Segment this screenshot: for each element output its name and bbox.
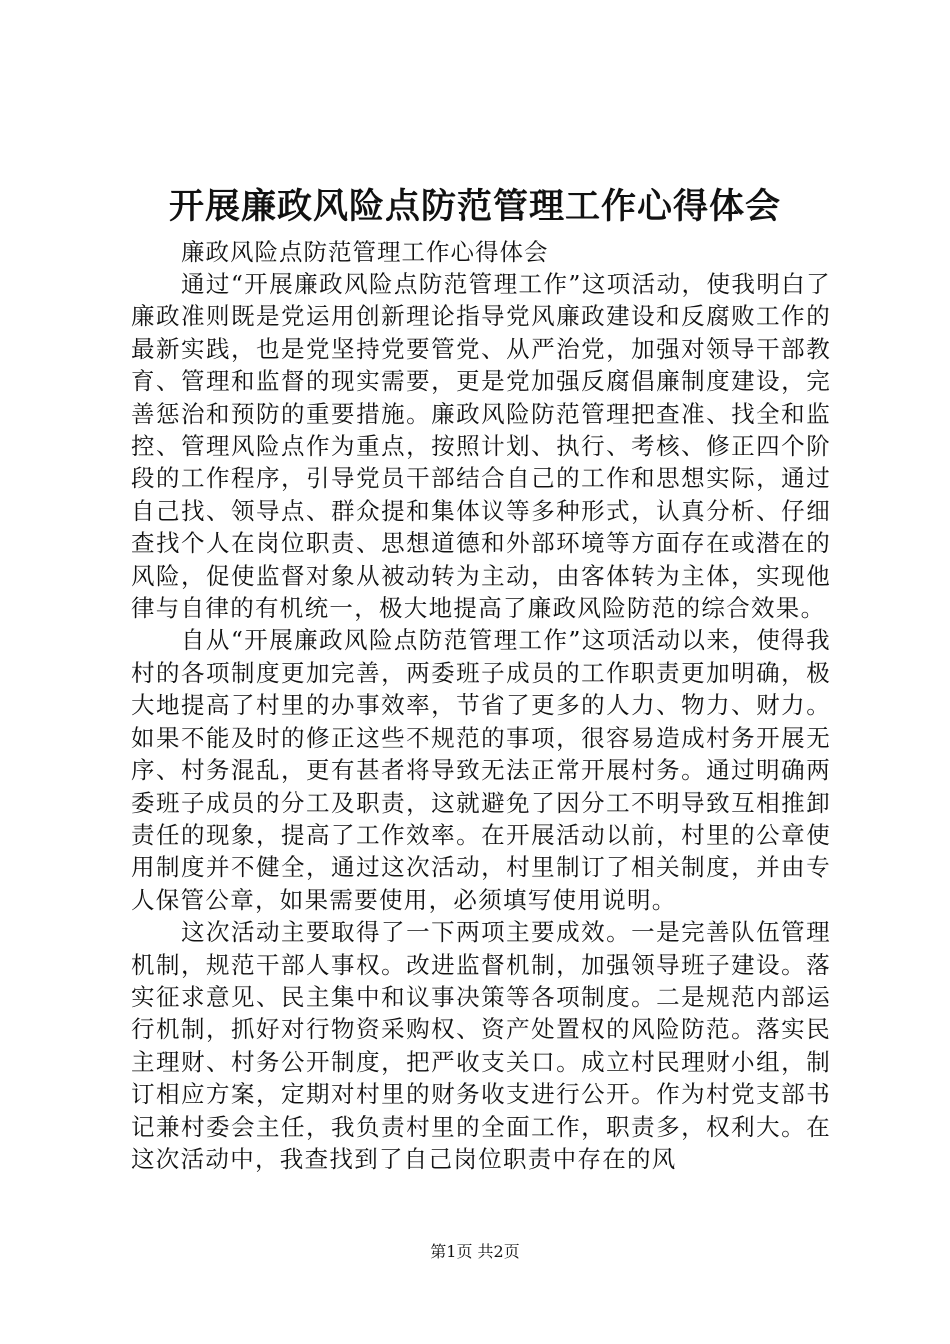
page-number-footer: 第1页 共2页 — [430, 1242, 520, 1261]
paragraph-2: 自从“开展廉政风险点防范管理工作”这项活动以来，使得我村的各项制度更加完善，两委班子成员的工作职责更加明确，极大地提高了村里的办事效率，节省了更多的人力、物力、财力。如果不能及时的修正这些不规范的事项，很容易造成村务开展无序、村务混乱，更有甚者将导致无法正常开展村务。通过明确两委班子成员的分工及职责，这就避免了因分工不明导致互相推卸责任的现象，提高了工作效率。在开展活动以前，村里的公章使用制度并不健全，通过这次活动，村里制订了相关制度，并由专人保管公章，如果需要使用，必须填写使用说明。 — [131, 626, 831, 914]
paragraph-1: 通过“开展廉政风险点防范管理工作”这项活动，使我明白了廉政准则既是党运用创新理论指导党风廉政建设和反腐败工作的最新实践，也是党坚持党要管党、从严治党，加强对领导干部教育、管理和监督的现实需要，更是党加强反腐倡廉制度建设，完善惩治和预防的重要措施。廉政风险防范管理把查准、找全和监控、管理风险点作为重点，按照计划、执行、考核、修正四个阶段的工作程序，引导党员干部结合自己的工作和思想实际，通过自己找、领导点、群众提和集体议等多种形式，认真分析、仔细查找个人在岗位职责、思想道德和外部环境等方面存在或潜在的风险，促使监督对象从被动转为主动，由客体转为主体，实现他律与自律的有机统一，极大地提高了廉政风险防范的综合效果。 — [131, 270, 831, 623]
document-subtitle: 廉政风险点防范管理工作心得体会 — [181, 238, 549, 266]
document-body — [131, 236, 831, 1175]
document-title: 开展廉政风险点防范管理工作心得体会 — [168, 186, 781, 227]
paragraph-3: 这次活动主要取得了一下两项主要成效。一是完善队伍管理机制，规范干部人事权。改进监督机制，加强领导班子建设。落实征求意见、民主集中和议事决策等各项制度。二是规范内部运行机制，抓好对行物资采购权、资产处置权的风险防范。落实民主理财、村务公开制度，把严收支关口。成立村民理财小组，制订相应方案，定期对村里的财务收支进行公开。作为村党支部书记兼村委会主任，我负责村里的全面工作，职责多，权利大。在这次活动中，我查找到了自己岗位职责中存在的风 — [131, 918, 831, 1173]
